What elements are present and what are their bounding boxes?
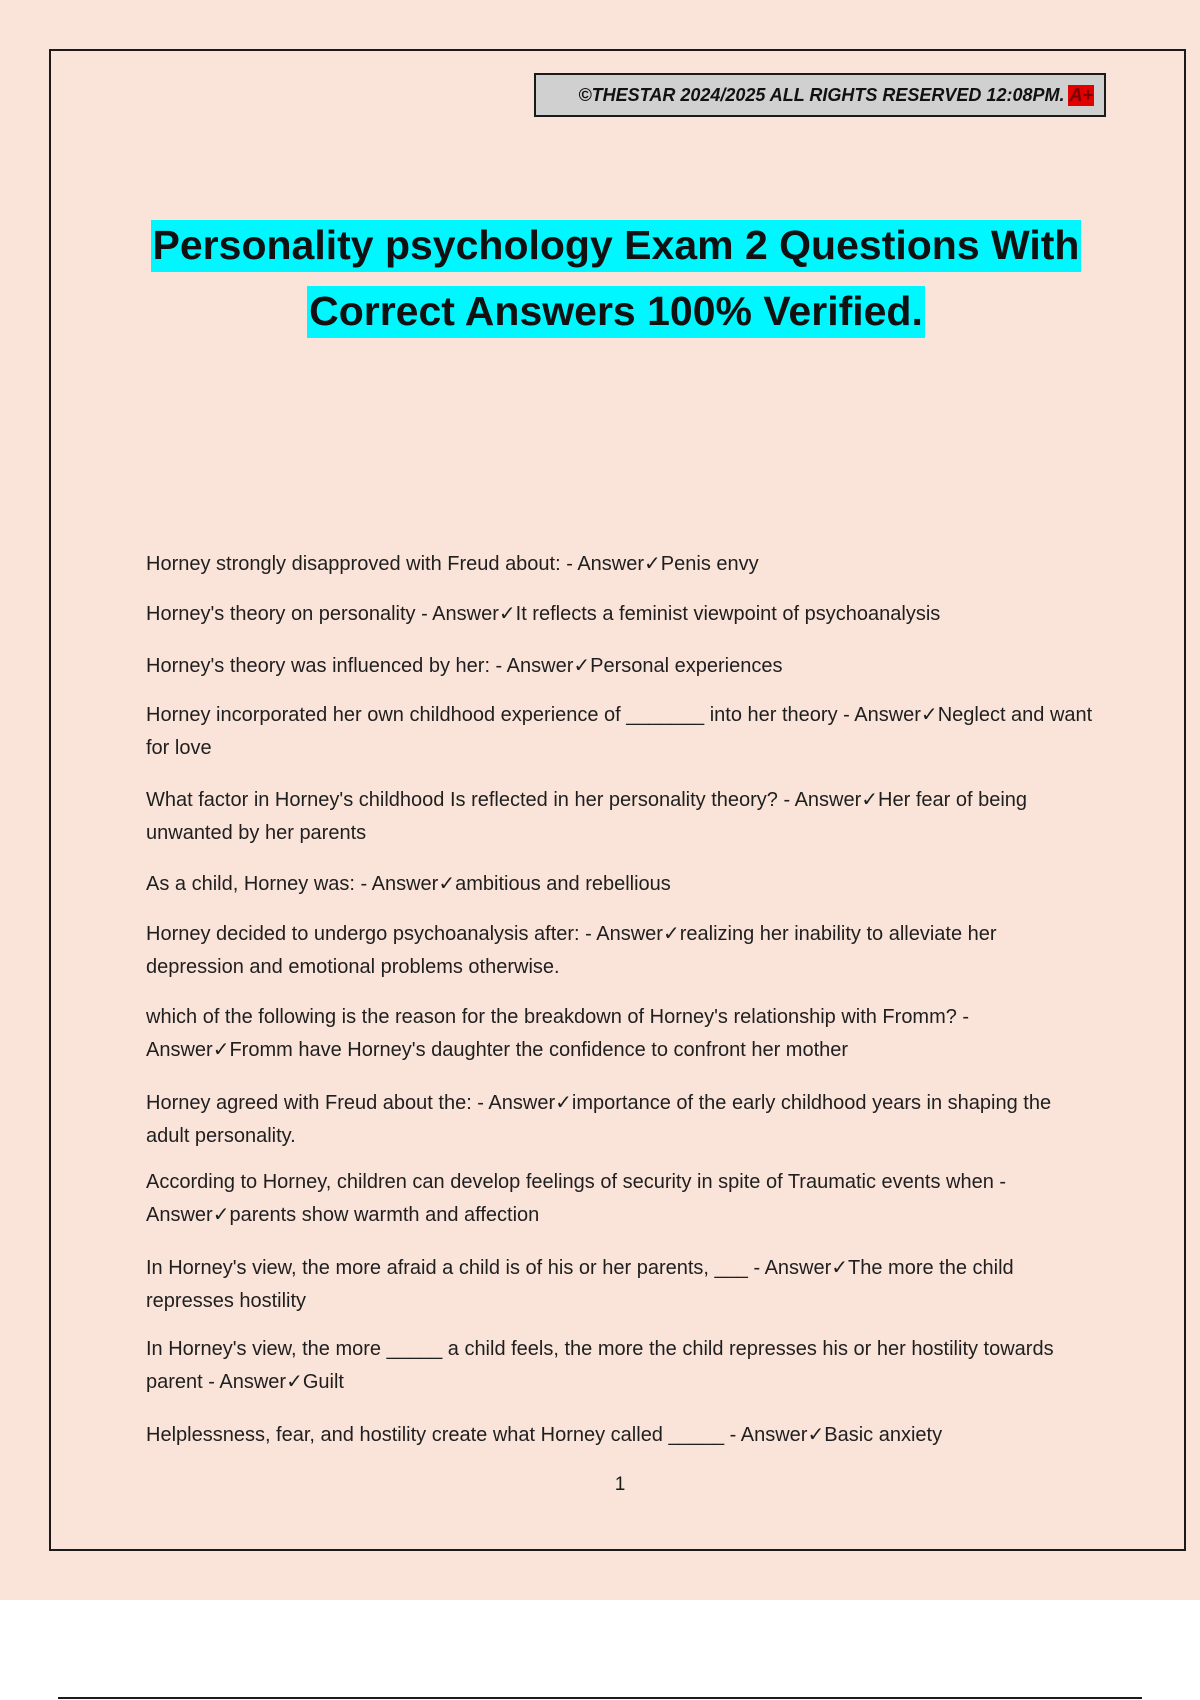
qa-item: which of the following is the reason for the breakdown of Horney's relationship with Fromm? - Answer✓Fromm have Horney's daughter the confidence to confront her mother [146,1006,970,1061]
document-title [100,212,1132,344]
qa-item: According to Horney, children can develop feelings of security in spite of Traumatic events when - Answer✓parents show warmth and affection [146,1171,1007,1226]
checkmark-icon: ✓ [438,873,456,895]
copyright-header [534,73,1106,117]
checkmark-icon: ✓ [573,655,591,677]
qa-item: Horney's theory was influenced by her: - Answer✓Personal experiences [146,655,783,677]
qa-item: Horney agreed with Freud about the: - Answer✓importance of the early childhood years in shaping the adult personality. [146,1092,1052,1147]
copyright-notice: ©THESTAR 2024/2025 ALL RIGHTS RESERVED 12:08PM. [578,84,1065,105]
checkmark-icon: ✓ [920,704,938,726]
qa-item: Horney strongly disapproved with Freud about: - Answer✓Penis envy [146,553,759,575]
checkmark-icon: ✓ [644,553,661,575]
page-number: 1 [614,1474,626,1495]
qa-item: Horney incorporated her own childhood experience of _______ into her theory - Answer✓Neglect and want for love [146,704,1093,759]
checkmark-icon: ✓ [212,1039,230,1061]
qa-item: What factor in Horney's childhood Is reflected in her personality theory? - Answer✓Her fear of being unwanted by her parents [146,789,1028,844]
qa-item: Horney's theory on personality - Answer✓It reflects a feminist viewpoint of psychoanalysis [146,603,941,625]
grade-badge: A+ [1069,84,1093,105]
qa-item: As a child, Horney was: - Answer✓ambitious and rebellious [146,873,671,895]
qa-item: In Horney's view, the more afraid a child is of his or her parents, ___ - Answer✓The more the child represses hostility [146,1257,1014,1312]
qa-item: Horney decided to undergo psychoanalysis after: - Answer✓realizing her inability to alleviate her depression and emotional problems otherwise. [146,923,997,978]
checkmark-icon: ✓ [498,603,516,625]
qa-item: In Horney's view, the more _____ a child feels, the more the child represses his or her hostility towards parent - Answer✓Guilt [146,1338,1054,1393]
bottom-divider [58,1697,1142,1699]
title-line-2: Correct Answers 100% Verified. [307,286,925,338]
qa-item: Helplessness, fear, and hostility create what Horney called _____ - Answer✓Basic anxiety [146,1424,943,1446]
checkmark-icon: ✓ [662,923,680,945]
checkmark-icon: ✓ [807,1424,825,1446]
checkmark-icon: ✓ [555,1092,572,1114]
title-line-1: Personality psychology Exam 2 Questions With [151,220,1082,272]
checkmark-icon: ✓ [212,1204,230,1226]
checkmark-icon: ✓ [286,1371,303,1393]
checkmark-icon: ✓ [861,789,879,811]
checkmark-icon: ✓ [831,1257,849,1279]
